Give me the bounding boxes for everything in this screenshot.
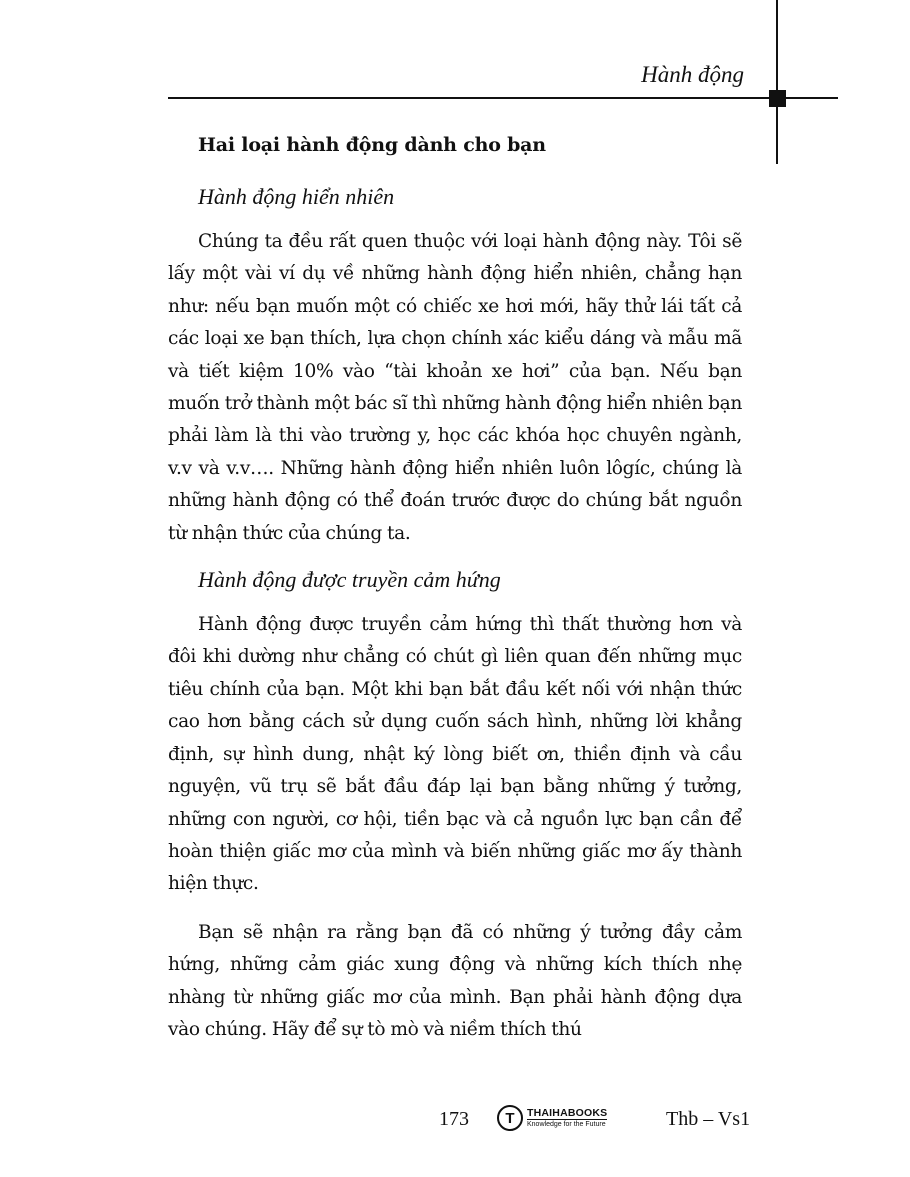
crop-mark-vertical [776,0,778,164]
series-code: Thb – Vs1 [666,1108,751,1130]
paragraph-inspired-action-continued: Bạn sẽ nhận ra rằng bạn đã có những ý tưởng đầy cảm hứng, những cảm giác xung động và những kích thích nhẹ nhàng từ những giấc mơ của mình. Bạn phải hành động dựa vào chúng. Hãy để sự tò mò và niềm thích thú [168,921,742,1040]
running-head: Hành động [641,62,744,87]
publisher-logo-text [527,1108,607,1129]
paragraph-inspired-action: Hành động được truyền cảm hứng thì thất thường hơn và đôi khi dường như chẳng có chút gì liên quan đến những mục tiêu chính của bạn. Một khi bạn bắt đầu kết nối với nhận thức cao hơn bằng cách sử dụng cuốn sách hình, những lời khẳng định, sự hình dung, nhật ký lòng biết ơn, thiền định và cầu nguyện, vũ trụ sẽ bắt đầu đáp lại bạn bằng những ý tưởng, những con người, cơ hội, tiền bạc và cả nguồn lực bạn cần để hoàn thiện giấc mơ của mình và biến những giấc mơ ấy thành hiện thực. [168,614,742,895]
publisher-logo-icon: T [497,1105,523,1131]
section-heading: Hai loại hành động dành cho bạn [198,134,546,156]
publisher-name: THAIHABOOKS [527,1106,608,1119]
subsection-title-inspired: Hành động được truyền cảm hứng [198,567,501,593]
header-rule [168,97,838,99]
subsection-title-obvious: Hành động hiển nhiên [198,184,395,209]
paragraph-obvious-action: Chúng ta đều rất quen thuộc với loại hành động này. Tôi sẽ lấy một vài ví dụ về những hành động hiển nhiên, chẳng hạn như: nếu bạn muốn một có chiếc xe hơi mới, hãy thử lái tất cả các loại xe bạn thích, lựa chọn chính xác kiểu dáng và mẫu mã và tiết kiệm 10% vào “tài khoản xe hơi” của bạn. Nếu bạn muốn trở thành một bác sĩ thì những hành động hiển nhiên bạn phải làm là thi vào trường y, học các khóa học chuyên ngành, v.v và v.v…. Những hành động hiển nhiên luôn lôgíc, chúng là những hành động có thể đoán trước được do chúng bắt nguồn từ nhận thức của chúng ta. [168,231,742,544]
publisher-tagline: Knowledge for the Future [527,1120,606,1128]
publisher-logo [497,1104,607,1132]
page-footer [0,1104,910,1138]
crop-mark-square [769,90,786,107]
page-content [168,128,742,1046]
page-number: 173 [439,1108,469,1130]
